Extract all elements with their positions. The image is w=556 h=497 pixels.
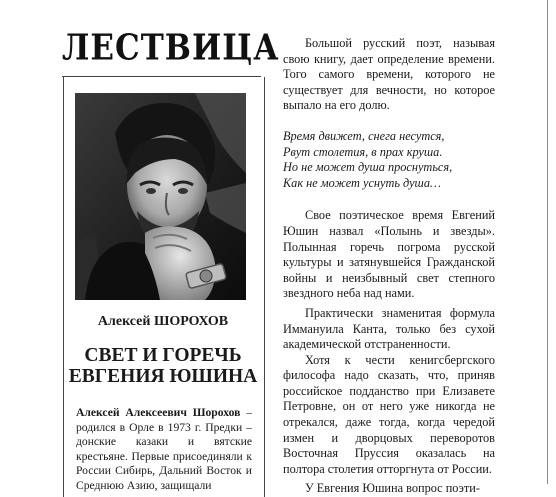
poem-line-3: Но не может душа проснуться, bbox=[283, 160, 453, 175]
author-name: Алексей ШОРОХОВ bbox=[97, 314, 229, 329]
paragraph-4: Хотя к чести кенигсбергского философа надо сказать, что, приняв российское подданство при Елизавете Петровне, он от него уже никогда не отрекался, даже тогда, когда чередой измен и дворцовых переворотов Восточная Пруссия оказалась на полтора столетия отторгнута от России. bbox=[283, 352, 495, 476]
paragraph-1: Большой русский поэт, называя свою книгу, дает определение времени. Того самого времени, которого не существует для вечности, но которое выпало на его долю. bbox=[283, 36, 495, 113]
paragraph-5: У Евгения Юшина вопрос поэти- bbox=[305, 481, 480, 496]
headline-line-2: ЕВГЕНИЯ ЮШИНА bbox=[68, 366, 258, 387]
poem-line-4: Как не может уснуть душа… bbox=[283, 175, 441, 190]
author-portrait-image bbox=[75, 93, 246, 300]
article-column bbox=[283, 36, 495, 497]
author-bio bbox=[76, 406, 252, 493]
poem-quote bbox=[283, 129, 495, 191]
headline-line-1: СВЕТ И ГОРЕЧЬ bbox=[84, 345, 242, 366]
paragraph-3: Практически знаменитая формула Иммануила Канта, только без сухой академической отстраненности. bbox=[283, 305, 495, 352]
author-photo bbox=[75, 93, 246, 300]
article-headline bbox=[64, 345, 262, 387]
paragraph-2: Свое поэтическое время Евгений Юшин назвал «Полынь и звезды». Полынная горечь погрома русской культуры и затянувшейся Гражданской войны и неизбывный свет степного звездного неба над нами. bbox=[283, 208, 495, 301]
poem-line-1: Время движет, снега несутся, bbox=[283, 128, 445, 143]
masthead-title: ЛЕСТВИЦА bbox=[62, 27, 280, 69]
bio-author-name: Алексей Алексеевич Шорохов bbox=[76, 406, 241, 419]
poem-line-2: Рвут столетия, в прах круша. bbox=[283, 144, 443, 159]
bio-text: – родился в Орле в 1973 г. Предки – донские казаки и вятские крестьяне. Первые присоединяли к России Сибирь, Дальний Восток и Среднюю Азию, защищали bbox=[76, 406, 253, 492]
page-edge-rule bbox=[547, 0, 548, 484]
